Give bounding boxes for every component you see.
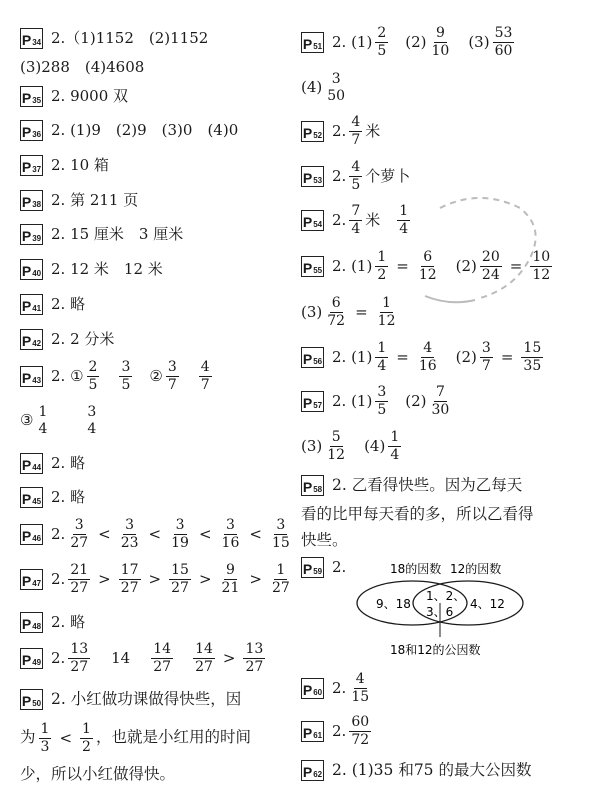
page-tag: P 34 bbox=[20, 28, 43, 49]
fraction: $\frac{9}{21}$ bbox=[221, 562, 240, 596]
page-tag: P 56 bbox=[301, 347, 324, 368]
answer-lead: 2. (1) bbox=[332, 256, 373, 275]
comparison-sign: > bbox=[98, 569, 111, 588]
fraction: $\frac{15}{35}$ bbox=[523, 340, 542, 374]
answer-text: 2. 略 bbox=[51, 488, 86, 506]
fraction: $\frac{9}{10}$ bbox=[431, 25, 450, 59]
answer-text: 2. 12 米 12 米 bbox=[51, 260, 163, 278]
comparison-sign: > bbox=[249, 569, 262, 588]
page-tag: P 38 bbox=[20, 190, 43, 211]
answer-text: 少，所以小红做得快。 bbox=[20, 765, 176, 783]
answer-p45 bbox=[20, 487, 85, 508]
answer-p58 bbox=[301, 475, 522, 496]
answer-p50 bbox=[20, 689, 241, 710]
answer-p46 bbox=[20, 518, 295, 550]
fraction: $\frac{3}{5}$ bbox=[377, 384, 387, 418]
equals-sign: = bbox=[500, 347, 514, 366]
answer-text: 看的比甲每天看的多，所以乙看得 bbox=[301, 505, 534, 523]
equals-sign: = bbox=[509, 256, 523, 275]
answer-p39 bbox=[20, 224, 183, 245]
fraction: $\frac{14}{27}$ bbox=[153, 641, 172, 675]
page-tag: P 61 bbox=[301, 721, 324, 742]
fraction: $\frac{10}{12}$ bbox=[532, 249, 551, 283]
answer-text: 2. 9000 双 bbox=[51, 87, 129, 105]
page-tag: P 40 bbox=[20, 259, 43, 280]
answer-p52 bbox=[301, 115, 380, 147]
page-tag: P 55 bbox=[301, 256, 324, 277]
answer-text: 2. 略 bbox=[51, 613, 86, 631]
fraction: $\frac{3}{27}$ bbox=[70, 517, 89, 551]
fraction: $\frac{60}{72}$ bbox=[351, 714, 370, 748]
answer-p38 bbox=[20, 190, 138, 211]
answer-p35 bbox=[20, 86, 128, 107]
answer-p34-line2 bbox=[20, 60, 144, 75]
answer-p51 bbox=[301, 26, 517, 58]
page-tag: P 43 bbox=[20, 366, 43, 387]
page-tag: P 47 bbox=[20, 569, 43, 590]
answer-p40 bbox=[20, 259, 163, 280]
page-tag: P 35 bbox=[20, 86, 43, 107]
answer-p41 bbox=[20, 294, 85, 315]
answer-lead: 2. bbox=[332, 166, 347, 185]
pencil-doodle bbox=[420, 188, 550, 313]
answer-p37 bbox=[20, 155, 109, 176]
venn-common-1: 1、2、 bbox=[426, 589, 466, 603]
fraction: $\frac{14}{27}$ bbox=[195, 641, 213, 675]
comparison-sign: > bbox=[222, 648, 236, 667]
item-mark: (3) bbox=[301, 302, 323, 321]
item-mark: (2) bbox=[405, 32, 427, 51]
page-tag: P 53 bbox=[301, 166, 324, 187]
answer-text: 2. 2 分米 bbox=[51, 330, 115, 348]
page-tag: P 58 bbox=[301, 475, 324, 496]
fraction: $\frac{1}{12}$ bbox=[377, 295, 396, 329]
fraction: $\frac{3}{15}$ bbox=[271, 517, 290, 551]
page-tag: P 46 bbox=[20, 524, 43, 545]
item-mark: (4) bbox=[364, 436, 386, 455]
comparison-sign: > bbox=[148, 569, 162, 588]
answer-text: 2. 略 bbox=[51, 454, 86, 472]
item-mark: (2) bbox=[405, 391, 427, 410]
answer-text: 2. 小红做功课做得快些，因 bbox=[51, 689, 242, 708]
fraction: $\frac{4}{15}$ bbox=[351, 671, 370, 705]
item-mark: (2) bbox=[455, 347, 477, 366]
fraction: $\frac{1}{3}$ bbox=[40, 721, 50, 755]
fraction: $\frac{1}{4}$ bbox=[377, 340, 387, 374]
answer-text: ，也就是小红用的时间 bbox=[95, 728, 251, 747]
page-tag: P 52 bbox=[301, 121, 324, 142]
venn-label-right: 12的因数 bbox=[450, 562, 502, 576]
page-tag: P 48 bbox=[20, 612, 43, 633]
answer-lead: 2. bbox=[51, 569, 66, 588]
fraction: $\frac{6}{72}$ bbox=[327, 295, 346, 329]
answer-p43-line2 bbox=[20, 405, 101, 436]
answer-text: 2. 略 bbox=[51, 295, 86, 313]
answer-p53 bbox=[301, 160, 410, 192]
page-tag: P 50 bbox=[20, 689, 43, 710]
comparison-sign: < bbox=[198, 524, 212, 543]
circled-mark: ③ bbox=[20, 411, 34, 430]
fraction: $\frac{1}{2}$ bbox=[377, 249, 387, 283]
page-tag: P 42 bbox=[20, 329, 43, 350]
fraction: $\frac{13}{27}$ bbox=[70, 641, 89, 675]
answer-lead: 2. (1) bbox=[332, 347, 373, 366]
answer-p55-line2 bbox=[301, 296, 400, 328]
page-tag: P 59 bbox=[301, 557, 324, 578]
answer-text: 2. 乙看得快些。因为乙每天 bbox=[332, 475, 523, 494]
venn-label-left: 18的因数 bbox=[390, 562, 442, 576]
answer-p50-line2 bbox=[20, 722, 251, 754]
answer-text: 2. 15 厘米 3 厘米 bbox=[51, 225, 184, 243]
page-tag: P 41 bbox=[20, 294, 43, 315]
answer-p50-line3 bbox=[20, 767, 175, 783]
fraction: $\frac{53}{60}$ bbox=[494, 25, 513, 59]
fraction: $\frac{2}{5}$ bbox=[88, 359, 98, 393]
equals-sign: = bbox=[355, 302, 368, 321]
page-tag: P 39 bbox=[20, 224, 43, 245]
page-tag: P 37 bbox=[20, 155, 43, 176]
fraction: $\frac{21}{27}$ bbox=[70, 562, 89, 596]
fraction: 3 4 bbox=[87, 404, 97, 437]
answer-p44 bbox=[20, 453, 85, 474]
answer-lead: 2. bbox=[332, 678, 347, 697]
item-mark: (4) bbox=[301, 78, 323, 97]
unit-text: 米 bbox=[365, 210, 381, 229]
answer-text: 快些。 bbox=[301, 531, 348, 549]
fraction: $\frac{1}{4}$ bbox=[390, 429, 400, 463]
venn-left-only: 9、18 bbox=[376, 597, 411, 611]
page-tag: P 54 bbox=[301, 210, 324, 231]
fraction: $\frac{3}{7}$ bbox=[167, 359, 177, 393]
fraction: $\frac{4}{7}$ bbox=[351, 114, 361, 148]
fraction: $\frac{3}{7}$ bbox=[481, 340, 491, 374]
answer-p34 bbox=[20, 28, 208, 49]
fraction: $\frac{4}{5}$ bbox=[351, 159, 361, 193]
fraction: 1 4 bbox=[38, 404, 48, 437]
answer-p51-line2 bbox=[301, 72, 350, 103]
answer-p49 bbox=[20, 642, 268, 674]
answer-lead: 2. (1) bbox=[332, 32, 373, 51]
fraction: $\frac{3}{19}$ bbox=[171, 517, 189, 551]
answer-p57-line2 bbox=[301, 430, 404, 462]
fraction: $\frac{1}{2}$ bbox=[82, 721, 91, 755]
page-tag: P 45 bbox=[20, 487, 43, 508]
answer-text: (3)288 (4)4608 bbox=[20, 58, 145, 76]
comparison-sign: < bbox=[59, 728, 73, 747]
page-tag: P 60 bbox=[301, 678, 324, 699]
comparison-sign: > bbox=[198, 569, 212, 588]
answer-lead: 2. bbox=[332, 210, 347, 229]
page-tag: P 49 bbox=[20, 648, 43, 669]
answer-text: 2. 10 箱 bbox=[51, 156, 109, 174]
answer-p59 bbox=[301, 557, 346, 578]
comparison-sign: < bbox=[98, 524, 111, 543]
answer-p36 bbox=[20, 120, 238, 141]
answer-p62 bbox=[301, 760, 531, 781]
fraction: $\frac{13}{27}$ bbox=[245, 641, 264, 675]
answer-p47 bbox=[20, 563, 295, 595]
item-mark: (2) bbox=[455, 256, 477, 275]
answer-p58-line3 bbox=[301, 533, 348, 549]
answer-p42 bbox=[20, 329, 114, 350]
unit-text: 个萝卜 bbox=[365, 166, 411, 185]
answer-p48 bbox=[20, 612, 85, 633]
venn-common-2: 3、6 bbox=[426, 605, 454, 619]
comparison-sign: < bbox=[249, 524, 262, 543]
answer-p60 bbox=[301, 672, 374, 704]
answer-lead: 2. bbox=[332, 558, 347, 576]
fraction: $\frac{3}{5}$ bbox=[121, 359, 131, 393]
answer-lead: 2. ① bbox=[51, 366, 84, 385]
answer-number: 14 bbox=[111, 648, 131, 667]
equals-sign: = bbox=[396, 347, 409, 366]
answer-lead: 2. bbox=[332, 721, 347, 740]
fraction: $\frac{6}{12}$ bbox=[418, 249, 437, 283]
item-mark: (3) bbox=[301, 436, 323, 455]
venn-right-only: 4、12 bbox=[470, 597, 505, 611]
answer-lead: 2. (1) bbox=[332, 391, 373, 410]
comparison-sign: < bbox=[148, 524, 162, 543]
venn-diagram bbox=[350, 555, 530, 665]
answer-text: 2.（1)1152 (2)1152 bbox=[51, 29, 209, 47]
answer-text: 为 bbox=[20, 728, 36, 747]
page-tag: P 57 bbox=[301, 391, 324, 412]
fraction: $\frac{4}{16}$ bbox=[418, 340, 437, 374]
answer-lead: 2. bbox=[332, 121, 347, 140]
answer-p58-line2 bbox=[301, 507, 534, 523]
page-tag: P 62 bbox=[301, 760, 324, 781]
fraction: $\frac{4}{7}$ bbox=[200, 359, 210, 393]
fraction: $\frac{1}{4}$ bbox=[399, 203, 409, 237]
fraction: $\frac{20}{24}$ bbox=[481, 249, 500, 283]
answer-text: 2. (1)9 (2)9 (3)0 (4)0 bbox=[51, 121, 239, 139]
page-tag: P 36 bbox=[20, 120, 43, 141]
answer-text: 2. 第 211 页 bbox=[51, 191, 139, 209]
unit-text: 米 bbox=[365, 121, 381, 140]
circled-mark: ② bbox=[149, 366, 163, 385]
fraction: $\frac{17}{27}$ bbox=[120, 562, 139, 596]
equals-sign: = bbox=[396, 256, 409, 275]
fraction: $\frac{5}{12}$ bbox=[327, 429, 346, 463]
answer-p57 bbox=[301, 385, 454, 417]
item-mark: (3) bbox=[468, 32, 490, 51]
answer-p54 bbox=[301, 204, 413, 236]
venn-caption: 18和12的公因数 bbox=[390, 643, 481, 657]
fraction: $\frac{3}{16}$ bbox=[221, 517, 240, 551]
answer-p43 bbox=[20, 360, 215, 392]
fraction: $\frac{15}{27}$ bbox=[171, 562, 189, 596]
answer-p56 bbox=[301, 341, 546, 373]
fraction: $\frac{1}{27}$ bbox=[271, 562, 290, 596]
answer-p61 bbox=[301, 715, 374, 747]
fraction: $\frac{2}{5}$ bbox=[377, 25, 387, 59]
fraction: $\frac{3}{23}$ bbox=[120, 517, 139, 551]
fraction: 3 50 bbox=[327, 71, 346, 104]
page-tag: P 44 bbox=[20, 453, 43, 474]
page-tag: P 51 bbox=[301, 32, 324, 53]
answer-text: 2. (1)35 和75 的最大公因数 bbox=[332, 760, 532, 779]
answer-lead: 2. bbox=[51, 648, 66, 667]
answer-lead: 2. bbox=[51, 524, 66, 543]
fraction: $\frac{7}{4}$ bbox=[351, 203, 361, 237]
fraction: $\frac{7}{30}$ bbox=[431, 384, 450, 418]
